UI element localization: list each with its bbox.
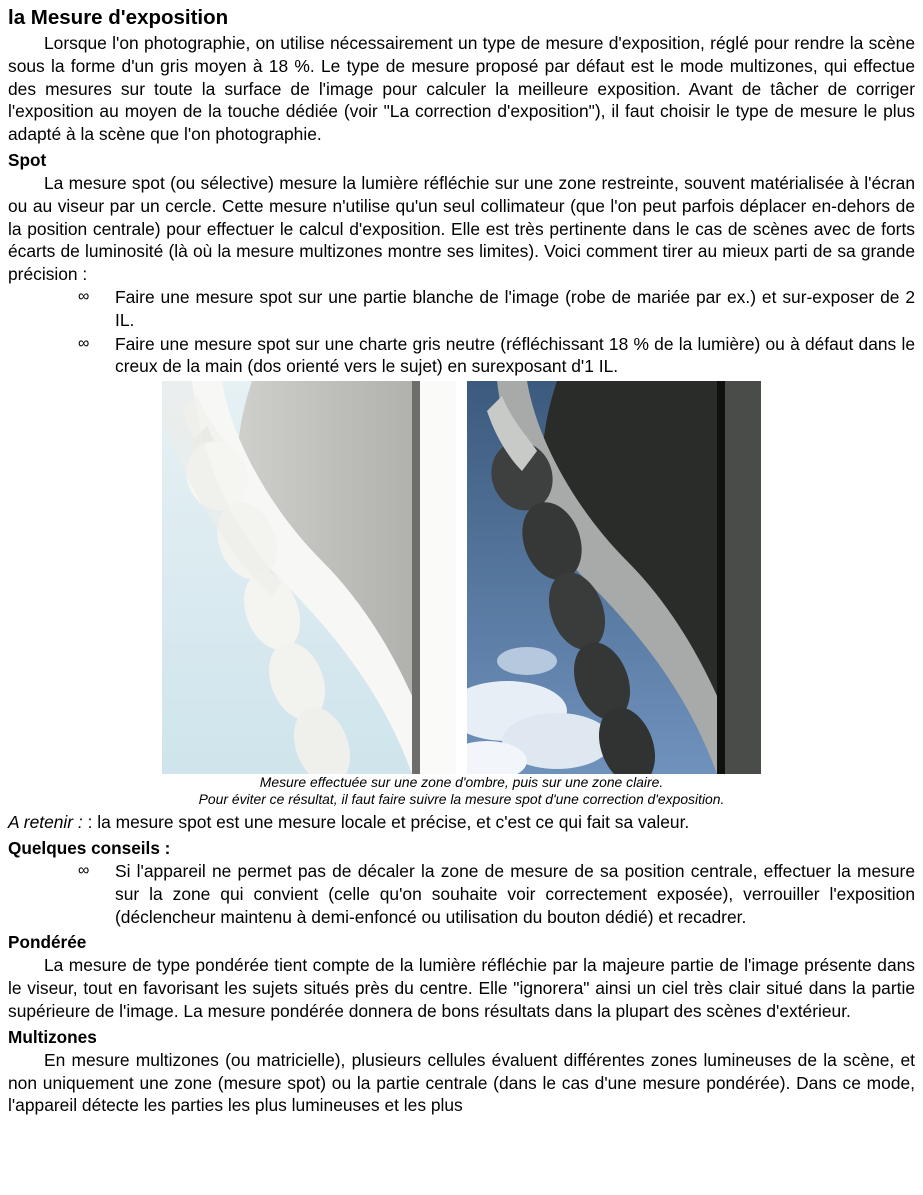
conseils-bullet-list	[8, 860, 915, 928]
page-title: la Mesure d'exposition	[8, 6, 229, 29]
section-heading-conseils: Quelques conseils :	[8, 837, 171, 858]
figure-caption	[8, 774, 915, 808]
caption-line: Mesure effectuée sur une zone d'ombre, puis sur une zone claire.	[259, 774, 664, 791]
list-item	[78, 860, 915, 928]
spot-bullet-list	[8, 286, 915, 378]
infinity-bullet-icon: ∞	[78, 287, 90, 305]
intro-paragraph: Lorsque l'on photographie, on utilise nécessairement un type de mesure d'exposition, réglé pour rendre la scène sous la forme d'un gris moyen à 18 %. Le type de mesure proposé par défaut est le mode multizones, qui effectue des mesures sur toute la surface de l'image pour calculer la meilleure exposition. Avant de tâcher de corriger l'exposition au moyen de la touche dédiée (voir "La correction d'exposition"), il faut choisir le type de mesure le plus adapté à la scène que l'on photographie.	[8, 33, 915, 145]
retain-label: A retenir :	[8, 812, 83, 833]
caption-line: Pour éviter ce résultat, il faut faire suivre la mesure spot d'une correction d'exposition.	[198, 791, 725, 808]
list-item	[78, 286, 915, 332]
photo-overexposed	[162, 381, 456, 774]
retain-note	[8, 811, 915, 834]
section-heading-multizones: Multizones	[8, 1026, 97, 1047]
comparison-figure	[8, 381, 915, 774]
section-heading-ponderee: Pondérée	[8, 932, 87, 953]
photo-underexposed	[467, 381, 761, 774]
list-item	[78, 333, 915, 379]
list-item-text: Faire une mesure spot sur une partie blanche de l'image (robe de mariée par ex.) et sur-exposer de 2 IL.	[115, 286, 915, 330]
list-item-text: Si l'appareil ne permet pas de décaler la zone de mesure de sa position centrale, effectuer la mesure sur la zone qui convient (celle qu'on souhaite voir correctement exposée), verrouiller l'exposition (déclencheur maintenu à demi-enfoncé ou utilisation du bouton dédié) et recadrer.	[115, 860, 915, 927]
list-item-text: Faire une mesure spot sur une charte gris neutre (réfléchissant 18 % de la lumière) ou à défaut dans le creux de la main (dos orienté vers le sujet) en surexposant d'1 IL.	[115, 333, 915, 377]
section-heading-spot: Spot	[8, 149, 47, 170]
retain-text: : la mesure spot est une mesure locale et précise, et c'est ce qui fait sa valeur.	[82, 812, 690, 833]
multizones-paragraph: En mesure multizones (ou matricielle), plusieurs cellules évaluent différentes zones lumineuses de la scène, et non uniquement une zone (mesure spot) ou la partie centrale (dans le cas d'une mesure pondérée). Dans ce mode, l'appareil détecte les parties les plus lumineuses et les plus	[8, 1049, 915, 1116]
infinity-bullet-icon: ∞	[78, 334, 90, 352]
infinity-bullet-icon: ∞	[78, 861, 90, 879]
spot-paragraph: La mesure spot (ou sélective) mesure la lumière réfléchie sur une zone restreinte, souvent matérialisée à l'écran ou au viseur par un cercle. Cette mesure n'utilise qu'un seul collimateur (que l'on peut parfois déplacer en-dehors de la position centrale) pour effectuer le calcul d'exposition. Elle est très pertinente dans le cas de scènes avec de forts écarts de luminosité (là où la mesure multizones montre ses limites). Voici comment tirer au mieux parti de sa grande précision :	[8, 172, 915, 285]
ponderee-paragraph: La mesure de type pondérée tient compte de la lumière réfléchie par la majeure partie de l'image présente dans le viseur, tout en favorisant les sujets situés près du centre. Elle "ignorera" ainsi un ciel très clair situé dans la partie supérieure de l'image. La mesure pondérée donnera de bons résultats dans la plupart des scènes d'extérieur.	[8, 955, 915, 1021]
